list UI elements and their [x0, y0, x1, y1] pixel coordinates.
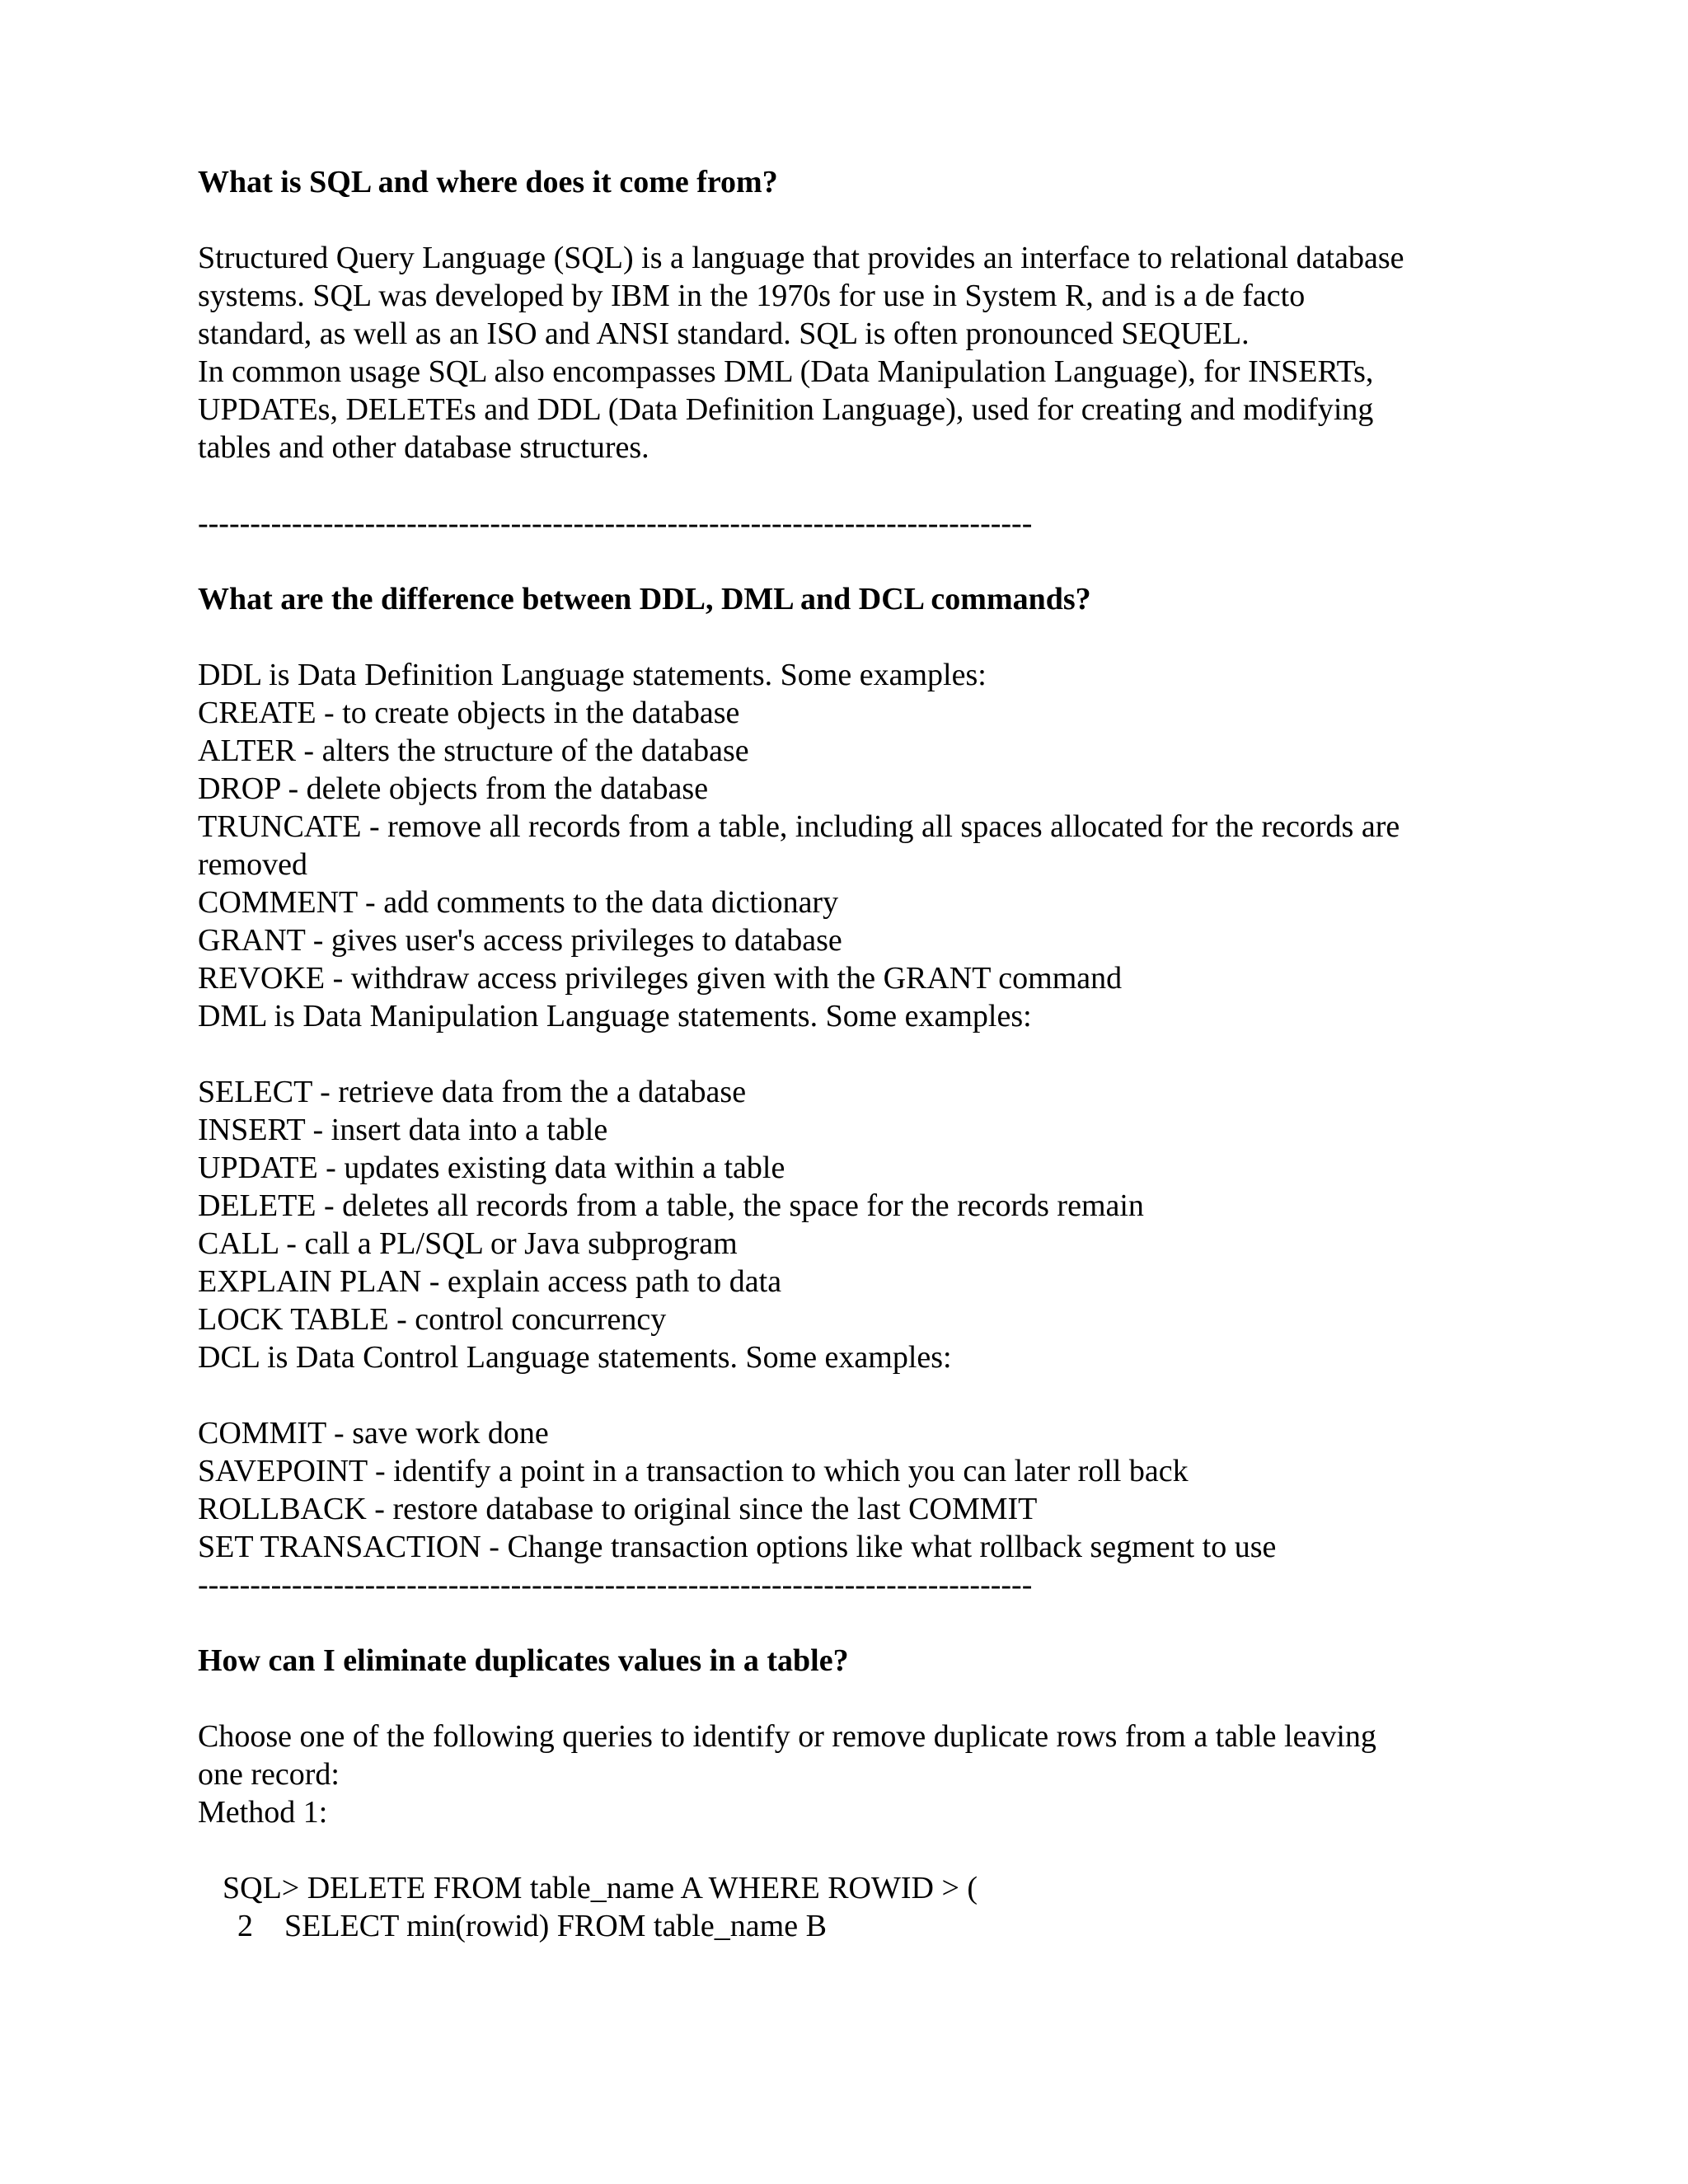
paragraph-line: standard, as well as an ISO and ANSI standard. SQL is often pronounced SEQUEL.: [198, 316, 1250, 351]
code-line: SQL> DELETE FROM table_name A WHERE ROWID > (: [223, 1871, 978, 1905]
ddl-line: ALTER - alters the structure of the database: [198, 733, 749, 768]
dml-line: UPDATE - updates existing data within a table: [198, 1151, 785, 1185]
paragraph-line: systems. SQL was developed by IBM in the 1970s for use in System R, and is a de facto: [198, 279, 1306, 313]
ddl-line: DDL is Data Definition Language statements. Some examples:: [198, 658, 987, 692]
paragraph-line: Structured Query Language (SQL) is a language that provides an interface to relational database: [198, 241, 1404, 275]
ddl-line: REVOKE - withdraw access privileges given with the GRANT command: [198, 961, 1123, 996]
paragraph-line: Choose one of the following queries to identify or remove duplicate rows from a table leaving: [198, 1719, 1376, 1754]
dml-line: SELECT - retrieve data from the a database: [198, 1075, 747, 1109]
separator-line: --------------------------------------------------------------------------------: [198, 1568, 1033, 1602]
ddl-line: DROP - delete objects from the database: [198, 771, 709, 806]
heading-eliminate-duplicates: How can I eliminate duplicates values in a table?: [198, 1643, 849, 1678]
ddl-line: TRUNCATE - remove all records from a table, including all spaces allocated for the records are: [198, 809, 1400, 844]
code-line: 2 SELECT min(rowid) FROM table_name B: [237, 1909, 827, 1943]
paragraph-line: tables and other database structures.: [198, 430, 649, 465]
dml-line: LOCK TABLE - control concurrency: [198, 1302, 667, 1337]
heading-ddl-dml-dcl: What are the difference between DDL, DML and DCL commands?: [198, 582, 1091, 616]
ddl-line: DML is Data Manipulation Language statements. Some examples:: [198, 999, 1032, 1033]
dcl-line: COMMIT - save work done: [198, 1416, 549, 1451]
ddl-line: GRANT - gives user's access privileges to database: [198, 923, 842, 958]
ddl-line: COMMENT - add comments to the data dictionary: [198, 885, 839, 920]
heading-what-is-sql: What is SQL and where does it come from?: [198, 165, 778, 199]
dml-line: DELETE - deletes all records from a table, the space for the records remain: [198, 1188, 1144, 1223]
dcl-line: SET TRANSACTION - Change transaction options like what rollback segment to use: [198, 1530, 1277, 1564]
dml-line: EXPLAIN PLAN - explain access path to data: [198, 1264, 782, 1299]
dml-line: DCL is Data Control Language statements. Some examples:: [198, 1340, 952, 1375]
dcl-line: ROLLBACK - restore database to original since the last COMMIT: [198, 1492, 1038, 1526]
dcl-line: SAVEPOINT - identify a point in a transaction to which you can later roll back: [198, 1454, 1189, 1488]
paragraph-line: In common usage SQL also encompasses DML (Data Manipulation Language), for INSERTs,: [198, 354, 1374, 389]
dml-line: CALL - call a PL/SQL or Java subprogram: [198, 1226, 738, 1261]
ddl-line: CREATE - to create objects in the database: [198, 696, 740, 730]
separator-line: --------------------------------------------------------------------------------: [198, 506, 1033, 541]
method-label: Method 1:: [198, 1795, 328, 1830]
paragraph-line: UPDATEs, DELETEs and DDL (Data Definition Language), used for creating and modifying: [198, 392, 1374, 427]
dml-line: INSERT - insert data into a table: [198, 1113, 608, 1147]
paragraph-line: one record:: [198, 1757, 340, 1792]
ddl-line: removed: [198, 847, 307, 882]
